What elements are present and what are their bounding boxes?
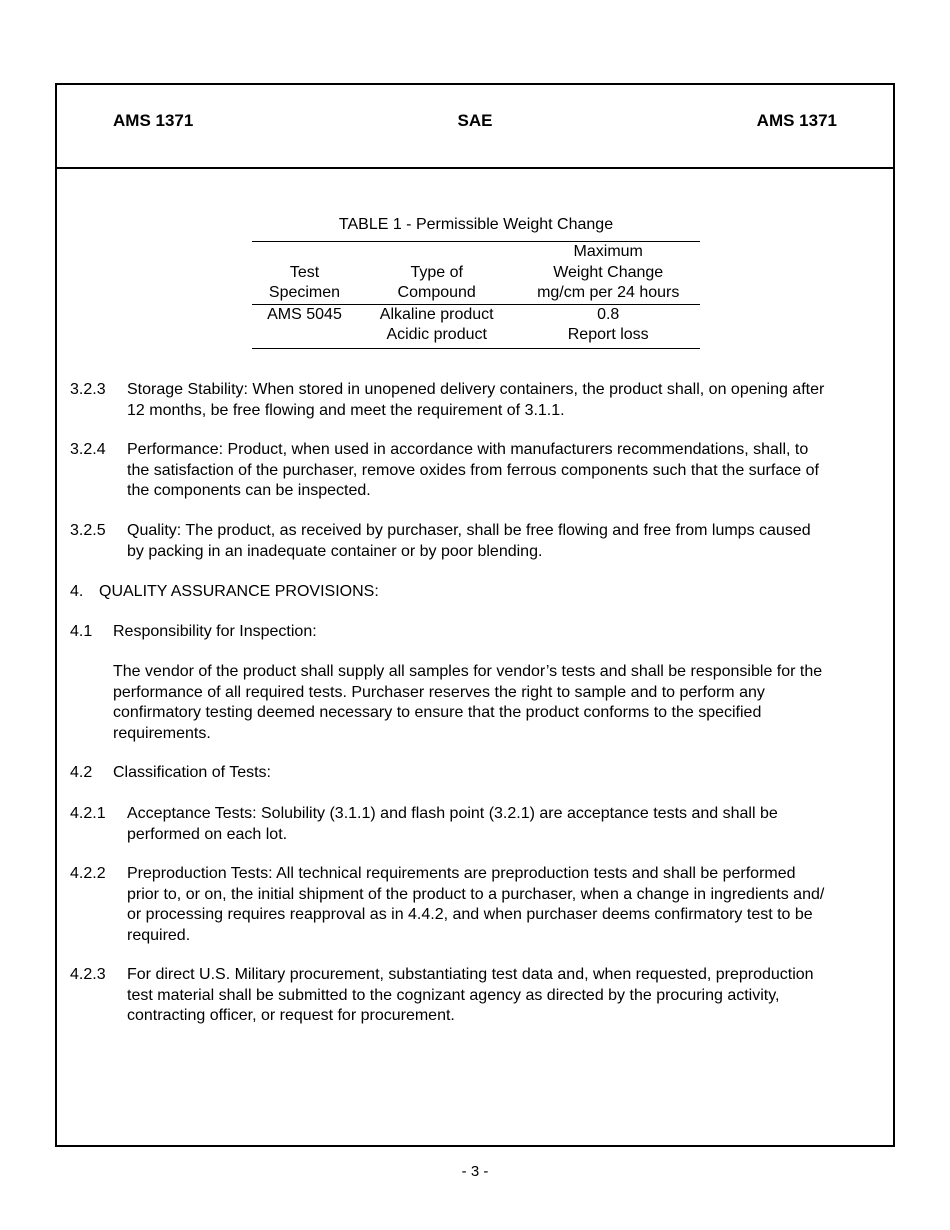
text-line: performed on each lot. bbox=[127, 825, 288, 843]
section-text bbox=[127, 521, 872, 562]
section-number: 4.1 bbox=[70, 623, 93, 640]
section-text bbox=[127, 965, 872, 1027]
table-row bbox=[252, 325, 700, 348]
text-line: confirmatory testing deemed necessary to ensure that the product conforms to the specified bbox=[113, 704, 762, 721]
table-header-cell: Type of bbox=[410, 263, 463, 281]
section-number: 3.2.4 bbox=[70, 441, 106, 458]
section-text bbox=[127, 440, 872, 502]
text-line: Responsibility for Inspection: bbox=[113, 623, 317, 640]
section-text bbox=[127, 804, 872, 845]
table-cell: 0.8 bbox=[597, 305, 620, 323]
table-header-cell bbox=[252, 242, 357, 263]
text-line: Preproduction Tests: All technical requirements are preproduction tests and shall be performed bbox=[127, 865, 796, 882]
text-line: the satisfaction of the purchaser, remove oxides from ferrous components such that the surface of bbox=[127, 461, 819, 479]
section-number: 3.2.5 bbox=[70, 522, 106, 539]
table-header-cell: mg/cm per 24 hours bbox=[516, 283, 700, 304]
text-line: the components can be inspected. bbox=[127, 482, 371, 499]
section-number: 4. bbox=[70, 583, 84, 600]
page-number: - 3 - bbox=[461, 1163, 489, 1180]
table-cell: Acidic product bbox=[357, 325, 516, 348]
text-line: Quality: The product, as received by purchaser, shall be free flowing and free from lumps caused bbox=[127, 522, 811, 539]
table-cell bbox=[252, 325, 357, 348]
table-cell: Alkaline product bbox=[379, 305, 494, 323]
text-line: Performance: Product, when used in accordance with manufacturers recommendations, shall, to bbox=[127, 441, 809, 458]
section-number: 4.2.2 bbox=[70, 865, 106, 882]
text-line: For direct U.S. Military procurement, substantiating test data and, when requested, preproduction bbox=[127, 966, 814, 983]
table-caption: TABLE 1 - Permissible Weight Change bbox=[338, 216, 614, 233]
table-cell: Report loss bbox=[516, 325, 700, 348]
table-header-cell: Weight Change bbox=[553, 263, 664, 281]
section-heading bbox=[113, 622, 873, 643]
text-line: The vendor of the product shall supply all samples for vendor’s tests and shall be responsible for the bbox=[113, 663, 823, 680]
text-line: Acceptance Tests: Solubility (3.1.1) and flash point (3.2.1) are acceptance tests and shall be bbox=[127, 805, 778, 822]
section-heading bbox=[113, 763, 873, 784]
table-cell: AMS 5045 bbox=[267, 305, 342, 323]
text-line: requirements. bbox=[113, 724, 211, 742]
text-line: prior to, or on, the initial shipment of the product to a purchaser, when a change in ingredients and/ bbox=[127, 885, 825, 903]
table-header-cell: Maximum bbox=[516, 242, 700, 263]
weight-change-table bbox=[252, 241, 700, 349]
section-text bbox=[127, 380, 872, 421]
section-number: 4.2.1 bbox=[70, 805, 106, 822]
page-frame bbox=[55, 83, 895, 1147]
table-header-cell bbox=[357, 242, 516, 263]
text-line: Classification of Tests: bbox=[113, 764, 271, 781]
table-header-cell: Test bbox=[289, 263, 320, 281]
text-line: test material shall be submitted to the cognizant agency as directed by the procuring activity, bbox=[127, 986, 780, 1004]
section-number: 3.2.3 bbox=[70, 381, 106, 398]
section-heading bbox=[99, 582, 859, 603]
section-number: 4.2 bbox=[70, 764, 93, 781]
text-line: 12 months, be free flowing and meet the requirement of 3.1.1. bbox=[127, 401, 565, 419]
text-line: required. bbox=[127, 926, 191, 944]
text-line: QUALITY ASSURANCE PROVISIONS: bbox=[99, 583, 379, 600]
table-header-cell: Specimen bbox=[252, 283, 357, 304]
header-doc-number-right: AMS 1371 bbox=[756, 111, 837, 130]
header-doc-number-left: AMS 1371 bbox=[113, 111, 194, 130]
page-header bbox=[57, 85, 893, 169]
text-line: contracting officer, or request for procurement. bbox=[127, 1007, 455, 1024]
header-organization: SAE bbox=[457, 111, 493, 130]
table-header-cell: Compound bbox=[357, 283, 516, 304]
section-text bbox=[127, 864, 872, 946]
text-line: performance of all required tests. Purchaser reserves the right to sample and to perform any bbox=[113, 683, 765, 701]
table-row bbox=[252, 304, 700, 325]
text-line: by packing in an inadequate container or by poor blending. bbox=[127, 542, 543, 560]
section-number: 4.2.3 bbox=[70, 966, 106, 983]
text-line: or processing requires reapproval as in 4.4.2, and when purchaser deems confirmatory test to be bbox=[127, 906, 813, 923]
section-text bbox=[113, 662, 873, 744]
text-line: Storage Stability: When stored in unopened delivery containers, the product shall, on opening after bbox=[127, 381, 825, 398]
